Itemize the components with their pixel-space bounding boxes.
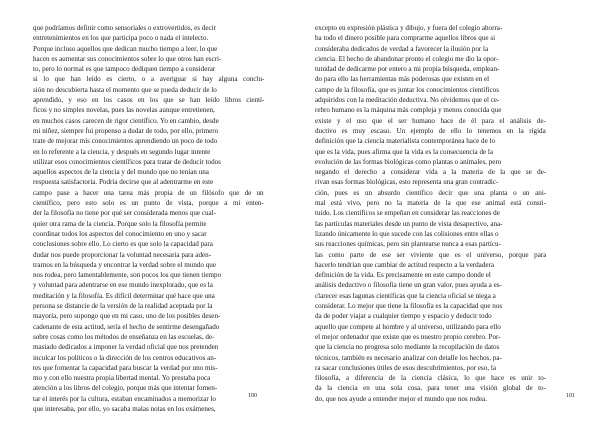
text-line: filosofía, a diferencia de la ciencia clásica, lo que hace es unir to- [315,374,546,383]
text-line: ra sacar conclusiones útiles de esos descubrimientos, por eso, la [315,363,497,372]
text-line: clarecer esas lagunas científicas que la ciencia oficial se niega a [315,291,496,300]
text-line: to, pero lo normal es que tampoco dediquen tiempo a considerar [33,65,216,74]
text-line: persona se distancie de la versión de la realidad aceptada por la [33,302,213,311]
text-line: las como parte de ese ser viviente que es el universo, porque para [315,250,546,259]
text-line: campo de la filosofía, que es juntar los conocimientos científicos [315,85,499,94]
text-line: do para ello las herramientas más poderosas que existen en el [315,75,490,84]
text-line: que es la vida, pues afirma que la vida es la consecuencia de la [315,147,494,156]
text-line: aprendido, y eso en los casos en los que se han leído libros cientí- [33,96,264,105]
text-line: quier otra rama de la ciencia. Porque solo la filosofía permite [33,219,207,228]
text-line: rivan esas formas biológicas, esto representa una gran contradic- [315,178,499,187]
page-number-right: 101 [566,393,575,399]
right-page-text [315,23,546,404]
text-line: las partículas materiales desde un punto de vista desapectivo, ana- [315,219,503,228]
text-line: campo pase a hacer una tarea más propia de un filósofo que de un [33,188,264,197]
text-line: mo y con ello nuestra propia libertad mental. Yo prestaba poca [33,374,211,383]
text-line: conclusiones sobre ello. Lo cierto es que solo la capacidad para [33,240,213,249]
text-line: hacen es aumentar sus conocimientos sobre lo que otros han escri- [33,54,222,63]
text-line: meditación y la filosofía. Es difícil determinar qué hace que una [33,291,215,300]
text-line: definición que la ciencia materialista contemporánea hace de lo [315,137,496,146]
text-line: lizando únicamente lo que sucede con las colisiones entre ellas o [315,229,499,238]
text-line: análisis deductivo o filosofía tiene un gran valor, pues ayuda a es- [315,281,502,290]
text-line: adquiridos con la meditación deductiva. No olvidemos que el ce- [315,96,500,105]
text-line: cadenante de esta actitud, sería el hecho de sentirme desengañado [33,322,220,331]
text-line: definición de la vida. Es precisamente en este campo donde el [315,271,491,280]
text-line: técnicos, también es necesario analizar con detalle los hechos, pa- [315,353,502,362]
text-line: en lo referente a la ciencia, y después en segundo lugar intente [33,147,211,156]
text-line: do, que nos ayude a entender mejor el mundo que nos rodea. [315,394,487,403]
text-line: científico, pero esto solo es un punto de vista, porque a mi enten- [33,199,264,208]
text-line: da de poder viajar a cualquier tiempo y espacio y deducir todo [315,312,492,321]
text-line: ba todo el dinero posible para comprarme aquellos libros que si [315,34,496,43]
text-line: trarnos en la búsqueda y encontrar la verdad sobre el mundo que [33,260,216,269]
text-line: que podríamos definir como sensoriales o extrovertidos, es decir [33,24,217,32]
text-line: que interesaba, por ello, yo sacaba malas notas en los exámenes, [33,404,216,413]
text-line: y voluntad para adentrarse en ese mundo inexplorado, que es la [33,281,213,290]
text-line: mayoría, pero supongo que en mi caso, uno de los posibles desen- [33,312,221,321]
text-line: respuesta satisfactoria. Podría decirse que al adentrarme en este [33,178,214,187]
text-line: tuido. Los científicos se empeñan en considerar las reacciones de [315,209,500,218]
text-line: ciencia. El hecho de abandonar pronto el colegio me dio la opor- [315,54,499,63]
text-line: tar el interés por la cultura, estaban encaminados a memorizar lo [33,394,216,403]
text-line: dudar nos puede proporcionar la voluntad necesaria para aden- [33,250,212,259]
text-line: entretenimientos en los que participa poco o nada el intelecto. [33,34,209,43]
text-line: hacerlo tendrían que cambiar de actitud respecto a la verdadera [315,260,495,269]
right-page [300,0,600,424]
left-page-text [33,23,264,414]
text-line: que la ciencia no progresa solo mediante la recopilación de datos [315,343,500,352]
text-line: coordinar todos los aspectos del conocimiento en uno y sacar [33,229,207,238]
text-line: existe y el uso que el ser humano hace de él para el análisis de- [315,116,546,125]
text-line: trate de mejorar mis conocimientos aprendiendo un poco de todo [33,137,218,146]
text-line: aquellos aspectos de la ciencia y del mundo que no tenían una [33,168,209,177]
text-line: mi niñez, siempre fui propenso a dudar de todo, por ello, primero [33,126,219,135]
text-line: ficos y no simples novelas, pues las novelas aunque entretienen, [33,106,215,115]
text-line: atención a los libros del colegio, porque más que intentar fomen- [33,384,218,393]
text-line: sobre cosas como los métodos de enseñanza en las escuelas, de- [33,332,215,341]
text-line: nos rodea, pero lamentablemente, son pocos los que tienen tiempo [33,271,222,280]
text-line: masiado dedicados a imponer la verdad oficial que nos pretenden [33,343,219,352]
text-line: excepto en expresión plástica y dibujo, y fuera del colegio ahorra- [315,24,503,32]
text-line: rebro humano es la máquina más compleja y menos conocida que [315,106,502,115]
text-line: tunidad de dedicarme por entero a mi propia búsqueda, emplean- [315,65,500,74]
text-line: da la ciencia en una sola cosa, para tener una visión global de to- [315,384,546,393]
text-line: sión no descubierta hasta el momento que se pueda deducir de lo [33,85,217,94]
text-line: si lo que han leído es cierto, o a averiguar si hay alguna conclu- [33,75,264,84]
text-line: mal está vivo, pero no la materia de la que ese animal está consti- [315,199,546,208]
text-line: Porque incluso aquellos que dedican mucho tiempo a leer, lo que [33,44,218,53]
page-number-left: 100 [248,393,257,399]
text-line: ción, pues es un absurdo científico decir que una planta o un ani- [315,188,546,197]
text-line: consideraba dedicados de verdad a favorecer la ilusión por la [315,44,489,53]
text-line: el mejor ordenador que existe que es nuestro propio cerebro. Por- [315,332,501,341]
text-line: inculcar los políticos o la dirección de los centros educativos an- [33,353,217,362]
text-line: tes que fomentar la capacidad para buscar la verdad por uno mis- [33,363,218,372]
text-line: sus reacciones químicas, pero sin plantearse nunca a esas partícu- [315,240,501,249]
text-line: utilizar esos conocimientos científicos para tratar de deducir todos [33,157,221,166]
text-line: negando el derecho a considerar vida a la materia de la que se de- [315,168,546,177]
text-line: der la filosofía no tiene por qué ser considerada menos que cual- [33,209,216,218]
text-line: aquello que compete al hombre y al universo, utilizando para ello [315,322,501,331]
text-line: evolución de las formas biológicas como plantas o animales, pero [315,157,502,166]
text-line: ductivo es muy escaso. Un ejemplo de ello lo tenemos en la rígida [315,126,546,135]
text-line: considerar. Lo mejor que tiene la filosofía es la capacidad que nos [315,302,503,311]
text-line: en muchos casos carecen de rigor científico. Yo en cambio, desde [33,116,219,125]
